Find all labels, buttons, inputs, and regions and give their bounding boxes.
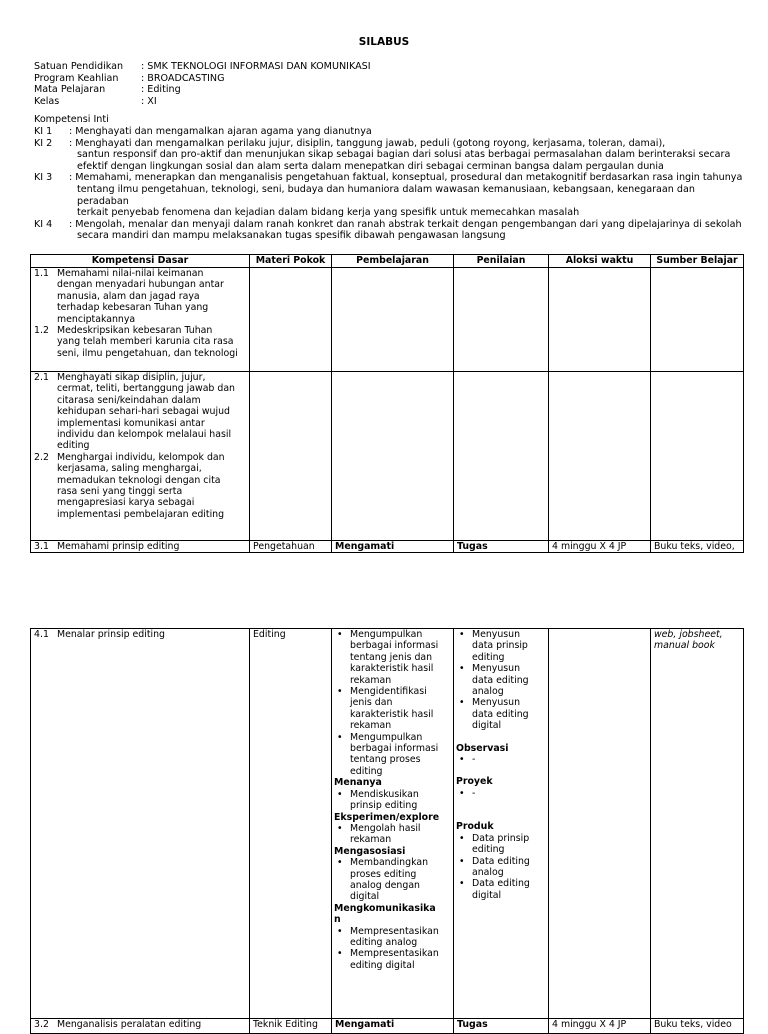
section-heading: Produk <box>456 821 494 833</box>
header-materi-pokok: Materi Pokok <box>250 255 332 268</box>
section-heading: Proyek <box>456 776 493 788</box>
list-item: • Mendiskusikan prinsip editing <box>334 789 450 812</box>
empty-cell <box>332 372 454 541</box>
kd-text: individu dan kelompok melalaui hasil <box>57 429 232 441</box>
kd-number: 4.1 <box>34 629 49 640</box>
meta-label: Program Keahlian <box>34 72 119 84</box>
kd-text: dengan menyadari hubungan antar <box>57 279 224 291</box>
list-item: • Mengolah hasil rekaman <box>334 823 450 846</box>
ki-code: KI 1 <box>34 126 53 137</box>
ki-text: : Menghayati dan mengamalkan perilaku jujur, disiplin, tanggung jawab, peduli (gotong royong, kerjasama, toleran, damai), <box>69 137 666 149</box>
list-item: • Data editing digital <box>456 878 545 901</box>
empty-cell <box>332 268 454 372</box>
meta-value: : BROADCASTING <box>141 72 225 84</box>
kd-text: Memahami prinsip editing <box>57 541 180 552</box>
meta-row-mapel <box>34 84 744 96</box>
syllabus-table <box>30 254 744 553</box>
empty-cell <box>549 629 651 1019</box>
meta-value: : SMK TEKNOLOGI INFORMASI DAN KOMUNIKASI <box>141 61 371 72</box>
kd-text: implementasi pembelajaran editing <box>57 508 225 520</box>
ki-code: KI 2 <box>34 137 53 149</box>
meta-row-satuan <box>34 61 744 73</box>
list-item: • - <box>456 754 545 765</box>
kd-text: yang telah memberi karunia cita rasa <box>57 336 234 348</box>
ki-list <box>34 126 744 242</box>
kd-text: Menghargai individu, kelompok dan <box>57 451 225 463</box>
kd-text: cermat, teliti, bertanggung jawab dan <box>57 383 236 395</box>
kd-number: 3.1 <box>34 541 49 552</box>
table-row <box>31 541 744 553</box>
kd-text: editing <box>57 440 90 452</box>
meta-label: Mata Pelajaran <box>34 84 106 96</box>
sumber-cell: Buku teks, video <box>651 1019 744 1034</box>
kd-text: menciptakannya <box>57 313 136 325</box>
header-sumber-belajar: Sumber Belajar <box>651 255 744 268</box>
list-item: • - <box>456 788 545 799</box>
ki-text-cont: efektif dengan lingkungan sosial dan alam serta dalam menepatkan diri sebagai cerminan bangsa dalam pergaulan dunia <box>77 160 664 172</box>
header-aloksi-waktu: Aloksi waktu <box>549 255 651 268</box>
section-heading: Observasi <box>456 742 509 754</box>
kd-text: memadukan teknologi dengan cita <box>57 474 221 486</box>
kd-text: seni, ilmu pengetahuan, dan teknologi <box>57 347 238 359</box>
kd-text: terhadap kebesaran Tuhan yang <box>57 302 209 314</box>
ki-3 <box>34 172 744 184</box>
ki-text-cont: secara mandiri dan mampu melaksanakan tugas spesifik dibawah pengawasan langsung <box>77 230 506 242</box>
kd-number: 2.2 <box>34 451 49 463</box>
kd-text: Medeskripsikan kebesaran Tuhan <box>57 325 213 337</box>
empty-cell <box>250 268 332 372</box>
empty-cell <box>549 372 651 541</box>
list-item: • Membandingkan proses editing analog dengan digital <box>334 857 450 903</box>
list-item: • Mengidentifikasi jenis dan karakteristik hasil rekaman <box>334 686 450 732</box>
list-item: • Menyusun data editing analog <box>456 663 545 697</box>
ki-code: KI 3 <box>34 172 53 184</box>
kd-cell <box>31 629 250 1019</box>
kd-text: kehidupan sehari-hari sebagai wujud <box>57 406 230 418</box>
kd-text: kerjasama, saling menghargai, <box>57 463 202 475</box>
list-item: • Mengumpulkan berbagai informasi tentang jenis dan karakteristik hasil rekaman <box>334 629 450 686</box>
materi-cell: Editing <box>250 629 332 1019</box>
empty-cell <box>651 372 744 541</box>
penilaian-cell: Tugas <box>454 1019 549 1034</box>
meta-value: : Editing <box>141 84 181 96</box>
waktu-cell: 4 minggu X 4 JP <box>549 541 651 553</box>
kd-cell <box>31 1019 250 1034</box>
penilaian-cell <box>454 629 549 1019</box>
ki-text: : Memahami, menerapkan dan menganalisis pengetahuan faktual, konseptual, prosedural dan metakognitif berdasarkan rasa ingin tahunya <box>69 172 743 184</box>
pembelajaran-cell <box>332 629 454 1019</box>
section-heading: n <box>334 914 341 926</box>
empty-cell <box>454 268 549 372</box>
empty-cell <box>651 268 744 372</box>
section-heading: Eksperimen/explore <box>334 811 440 823</box>
list-item: • Menyusun data prinsip editing <box>456 629 545 663</box>
meta-label: Satuan Pendidikan <box>34 61 124 72</box>
header-kompetensi-dasar: Kompetensi Dasar <box>31 255 250 268</box>
waktu-cell: 4 minggu X 4 JP <box>549 1019 651 1034</box>
kd-text: rasa seni yang tinggi serta <box>57 486 183 498</box>
kd-number: 2.1 <box>34 372 49 383</box>
section-heading: Mengasosiasi <box>334 845 406 857</box>
section-heading: Menanya <box>334 777 382 789</box>
pembelajaran-cell: Mengamati <box>332 541 454 553</box>
kd-text: mengapresiasi karya sebagai <box>57 497 195 509</box>
empty-cell <box>454 372 549 541</box>
kd-cell <box>31 541 250 553</box>
kd-number: 3.2 <box>34 1019 49 1030</box>
ki-4 <box>34 219 744 231</box>
ki-heading: Kompetensi Inti <box>34 114 109 125</box>
ki-1 <box>34 126 744 138</box>
ki-2 <box>34 138 744 150</box>
section-heading: Mengkomunikasika <box>334 902 436 914</box>
table-row <box>31 372 744 541</box>
ki-text-cont: santun responsif dan pro-aktif dan menunjukan sikap sebagai bagian dari solusi atas berbagai permasalahan dalam berinteraksi secara <box>77 149 731 161</box>
header-penilaian: Penilaian <box>454 255 549 268</box>
table-row <box>31 1019 744 1034</box>
list-item: • Mempresentasikan editing digital <box>334 948 450 971</box>
list-item: • Data prinsip editing <box>456 833 545 856</box>
kd-text: Memahami nilai-nilai keimanan <box>57 268 204 279</box>
header-pembelajaran: Pembelajaran <box>332 255 454 268</box>
kd-cell <box>31 268 250 372</box>
list-item: • Data editing analog <box>456 856 545 879</box>
kd-number: 1.1 <box>34 268 49 279</box>
empty-cell <box>549 268 651 372</box>
meta-row-program <box>34 73 744 85</box>
ki-text: : Menghayati dan mengamalkan ajaran agama yang dianutnya <box>69 126 372 137</box>
kd-cell <box>31 372 250 541</box>
kd-text: manusia, alam dan jagad raya <box>57 290 200 302</box>
materi-cell: Teknik Editing <box>250 1019 332 1034</box>
empty-cell <box>250 372 332 541</box>
kd-text: Menghayati sikap disiplin, jujur, <box>57 372 206 383</box>
ki-text-cont: tentang ilmu pengetahuan, teknologi, seni, budaya dan humaniora dalam wawasan kemanusiaan, kebangsaan, kenegaraan dan peradaban <box>77 183 695 207</box>
kd-text: Menalar prinsip editing <box>57 629 165 640</box>
meta-value: : XI <box>141 96 157 108</box>
kd-text: Menganalisis peralatan editing <box>57 1019 202 1030</box>
identity-block <box>34 61 744 108</box>
document-title: SILABUS <box>358 36 410 48</box>
ki-text: : Mengolah, menalar dan menyaji dalam ranah konkret dan ranah abstrak terkait dengan pengembangan dari yang dipelajarinya di sekolah <box>69 218 742 230</box>
ki-code: KI 4 <box>34 218 53 230</box>
header-row <box>31 255 744 268</box>
sumber-cell: web, jobsheet, manual book <box>651 629 744 1019</box>
materi-cell: Pengetahuan <box>250 541 332 553</box>
pembelajaran-cell: Mengamati <box>332 1019 454 1034</box>
table-row <box>31 268 744 372</box>
list-item: • Mengumpulkan berbagai informasi tentang proses editing <box>334 732 450 778</box>
penilaian-cell: Tugas <box>454 541 549 553</box>
list-item: • Menyusun data editing digital <box>456 697 545 731</box>
kd-text: implementasi komunikasi antar <box>57 417 205 429</box>
kd-text: citarasa seni/keindahan dalam <box>57 394 201 406</box>
syllabus-table-continued <box>30 628 744 1034</box>
ki-text-cont: terkait penyebab fenomena dan kejadian dalam bidang kerja yang spesifik untuk memecahkan masalah <box>77 207 580 219</box>
table-row <box>31 629 744 1019</box>
meta-row-kelas <box>34 96 744 108</box>
kd-number: 1.2 <box>34 325 49 337</box>
sumber-cell: Buku teks, video, <box>651 541 744 553</box>
meta-label: Kelas <box>34 96 60 108</box>
list-item: • Mempresentasikan editing analog <box>334 926 450 949</box>
